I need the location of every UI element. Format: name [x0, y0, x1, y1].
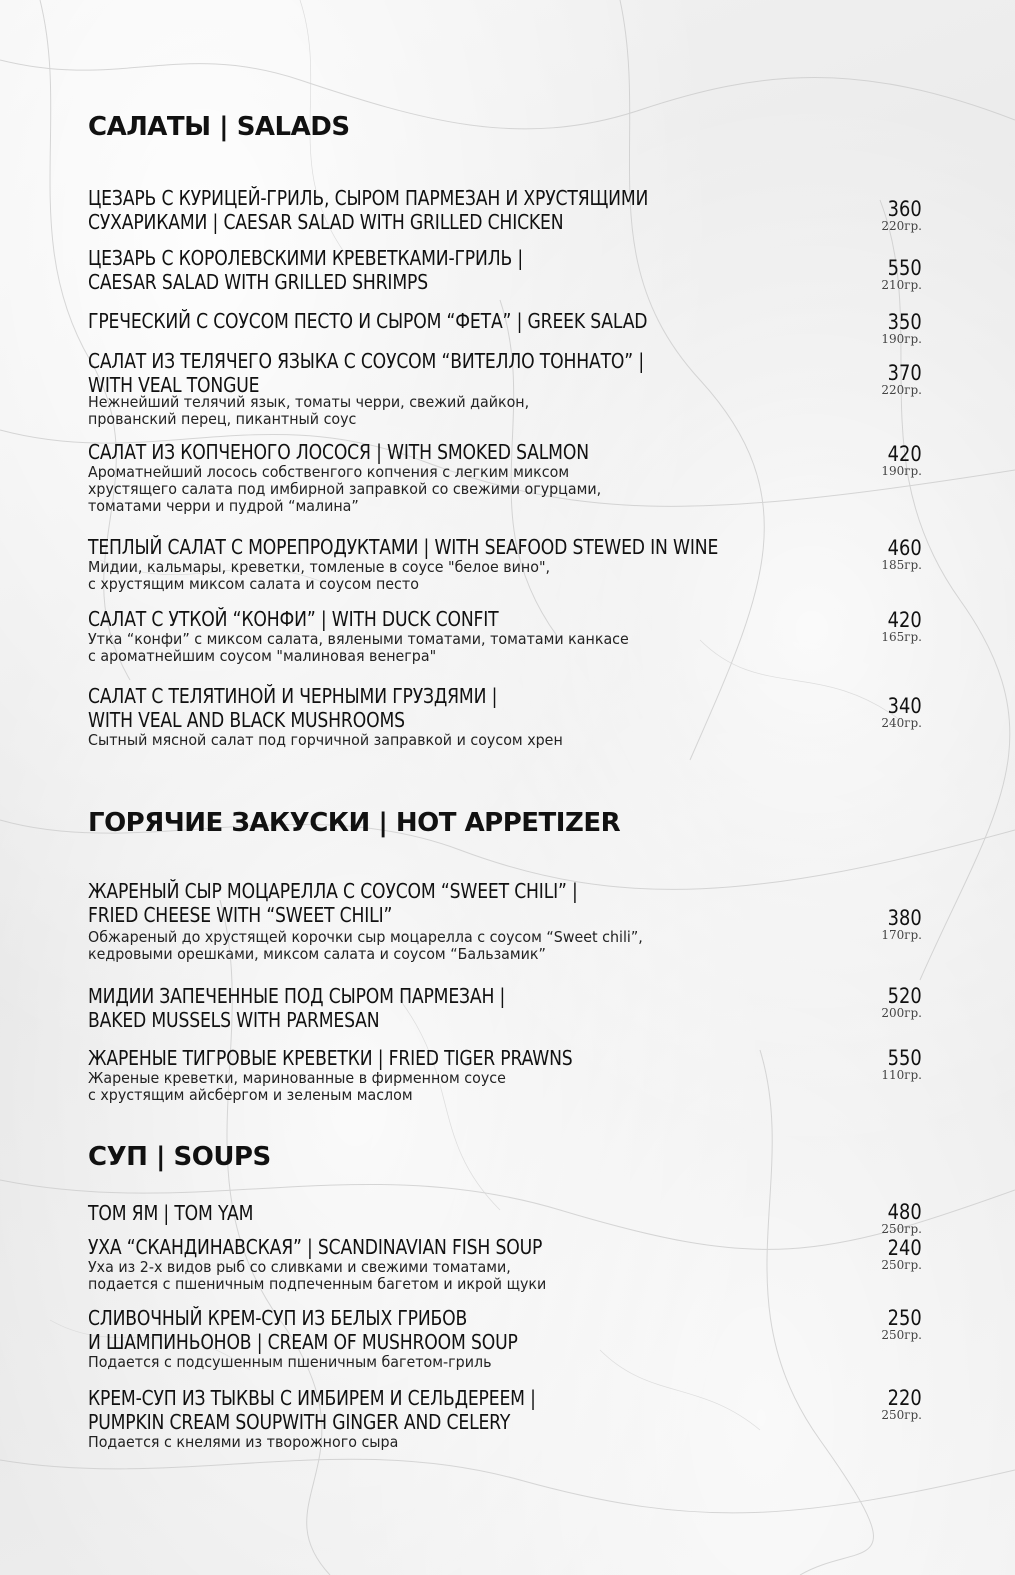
- item-price: 480: [887, 1200, 922, 1224]
- item-price: 420: [887, 442, 922, 466]
- price-block: [881, 1237, 922, 1272]
- menu-item-caesar-shrimps: [88, 246, 918, 294]
- item-weight: 240гр.: [881, 716, 922, 730]
- price-block: [881, 1387, 922, 1422]
- item-weight: 210гр.: [881, 278, 922, 292]
- price-block: [881, 609, 922, 644]
- item-name: САЛАТ С ТЕЛЯТИНОЙ И ЧЕРНЫМИ ГРУЗДЯМИ | WITH VEAL AND BLACK MUSHROOMS: [88, 684, 498, 732]
- item-price: 550: [887, 256, 922, 280]
- item-weight: 250гр.: [881, 1222, 922, 1236]
- item-weight: 200гр.: [881, 1006, 922, 1020]
- menu-item-duck-confit: [88, 607, 918, 665]
- item-weight: 110гр.: [881, 1068, 922, 1082]
- item-name: САЛАТ ИЗ ТЕЛЯЧЕГО ЯЗЫКА С СОУСОМ “ВИТЕЛЛО ТОННАТО” | WITH VEAL TONGUE: [88, 349, 644, 397]
- menu-item-veal-tongue: [88, 349, 918, 428]
- section-title-salads: САЛАТЫ | SALADS: [88, 112, 350, 142]
- item-weight: 190гр.: [881, 332, 922, 346]
- menu-item-greek-salad: [88, 309, 918, 333]
- item-name: ЖАРЕНЫЙ СЫР МОЦАРЕЛЛА С СОУСОМ “SWEET CHILI” | FRIED CHEESE WITH “SWEET CHILI”: [88, 879, 578, 927]
- price-block: [881, 443, 922, 478]
- item-weight: 190гр.: [881, 464, 922, 478]
- item-description: Подается с кнелями из творожного сыра: [88, 1433, 399, 1451]
- item-description: Утка “конфи” с миксом салата, вялеными томатами, томатами канкасе с ароматнейшим соусом "малиновая венегра": [88, 630, 629, 665]
- menu-item-baked-mussels: [88, 984, 918, 1032]
- item-price: 340: [887, 694, 922, 718]
- item-price: 460: [887, 536, 922, 560]
- menu-item-mushroom-soup: [88, 1306, 918, 1371]
- item-weight: 220гр.: [881, 383, 922, 397]
- item-name: ЦЕЗАРЬ С КУРИЦЕЙ-ГРИЛЬ, СЫРОМ ПАРМЕЗАН И ХРУСТЯЩИМИ СУХАРИКАМИ | CAESAR SALAD WITH GRILLED CHICKEN: [88, 186, 649, 234]
- item-name: МИДИИ ЗАПЕЧЕННЫЕ ПОД СЫРОМ ПАРМЕЗАН | BAKED MUSSELS WITH PARMESAN: [88, 984, 506, 1032]
- price-block: [881, 695, 922, 730]
- menu-item-caesar-chicken: [88, 186, 918, 234]
- price-block: [881, 537, 922, 572]
- item-weight: 185гр.: [881, 558, 922, 572]
- menu-item-smoked-salmon: [88, 440, 918, 515]
- item-name: ЖАРЕНЫЕ ТИГРОВЫЕ КРЕВЕТКИ | FRIED TIGER PRAWNS: [88, 1046, 573, 1070]
- item-description: Ароматнейший лосось собственгого копчения с легким миксом хрустящего салата под имбирной заправкой со свежими огурцами, томатами черри и пудрой “малина”: [88, 463, 602, 515]
- item-name: ТОМ ЯМ | TOM YAM: [88, 1201, 254, 1225]
- menu-item-tiger-prawns: [88, 1046, 918, 1104]
- item-price: 380: [887, 906, 922, 930]
- item-description: Обжареный до хрустящей корочки сыр моцарелла с соусом “Sweet chili”, кедровыми орешками, миксом салата и соусом “Бальзамик”: [88, 928, 643, 963]
- price-block: [881, 362, 922, 397]
- item-description: Уха из 2-х видов рыб со сливками и свежими томатами, подается с пшеничным подпеченным багетом и икрой щуки: [88, 1258, 547, 1293]
- price-block: [881, 198, 922, 233]
- item-price: 240: [887, 1236, 922, 1260]
- item-description: Жареные креветки, маринованные в фирменном соусе с хрустящим айсбергом и зеленым маслом: [88, 1069, 506, 1104]
- item-description: Мидии, кальмары, креветки, томленые в соусе "белое вино", с хрустящим миксом салата и соусом песто: [88, 558, 551, 593]
- item-price: 350: [887, 310, 922, 334]
- menu-item-scandinavian-fish-soup: [88, 1235, 918, 1293]
- item-name: САЛАТ ИЗ КОПЧЕНОГО ЛОСОСЯ | WITH SMOKED SALMON: [88, 440, 589, 464]
- price-block: [881, 1307, 922, 1342]
- menu-item-fried-cheese: [88, 879, 918, 963]
- item-price: 220: [887, 1386, 922, 1410]
- item-price: 550: [887, 1046, 922, 1070]
- item-weight: 165гр.: [881, 630, 922, 644]
- section-title-soups: СУП | SOUPS: [88, 1142, 271, 1172]
- price-block: [881, 1201, 922, 1236]
- item-price: 420: [887, 608, 922, 632]
- price-block: [881, 907, 922, 942]
- item-weight: 170гр.: [881, 928, 922, 942]
- item-description: Подается с подсушенным пшеничным багетом-гриль: [88, 1353, 492, 1371]
- menu-item-veal-mushrooms: [88, 684, 918, 749]
- item-name: ЦЕЗАРЬ С КОРОЛЕВСКИМИ КРЕВЕТКАМИ-ГРИЛЬ | CAESAR SALAD WITH GRILLED SHRIMPS: [88, 246, 524, 294]
- item-description: Сытный мясной салат под горчичной заправкой и соусом хрен: [88, 731, 563, 749]
- price-block: [881, 1047, 922, 1082]
- item-name: ТЕПЛЫЙ САЛАТ С МОРЕПРОДУКТАМИ | WITH SEAFOOD STEWED IN WINE: [88, 535, 719, 559]
- menu-item-tom-yam: [88, 1201, 918, 1225]
- item-description: Нежнейший телячий язык, томаты черри, свежий дайкон, прованский перец, пикантный соус: [88, 393, 530, 428]
- item-weight: 250гр.: [881, 1258, 922, 1272]
- item-name: СЛИВОЧНЫЙ КРЕМ-СУП ИЗ БЕЛЫХ ГРИБОВ И ШАМПИНЬОНОВ | CREAM OF MUSHROOM SOUP: [88, 1306, 518, 1354]
- menu-item-pumpkin-soup: [88, 1386, 918, 1451]
- price-block: [881, 311, 922, 346]
- item-name: ГРЕЧЕСКИЙ С СОУСОМ ПЕСТО И СЫРОМ “ФЕТА” | GREEK SALAD: [88, 309, 648, 333]
- section-title-hot-appetizer: ГОРЯЧИЕ ЗАКУСКИ | HOT APPETIZER: [88, 808, 621, 838]
- item-weight: 220гр.: [881, 219, 922, 233]
- item-weight: 250гр.: [881, 1328, 922, 1342]
- price-block: [881, 257, 922, 292]
- item-price: 360: [887, 197, 922, 221]
- price-block: [881, 985, 922, 1020]
- item-price: 370: [887, 361, 922, 385]
- item-price: 520: [887, 984, 922, 1008]
- item-name: УХА “СКАНДИНАВСКАЯ” | SCANDINAVIAN FISH SOUP: [88, 1235, 543, 1259]
- item-weight: 250гр.: [881, 1408, 922, 1422]
- menu-item-seafood-salad: [88, 535, 918, 593]
- item-price: 250: [887, 1306, 922, 1330]
- item-name: КРЕМ-СУП ИЗ ТЫКВЫ С ИМБИРЕМ И СЕЛЬДЕРЕЕМ | PUMPKIN CREAM SOUPWITH GINGER AND CELERY: [88, 1386, 536, 1434]
- item-name: САЛАТ С УТКОЙ “КОНФИ” | WITH DUCK CONFIT: [88, 607, 499, 631]
